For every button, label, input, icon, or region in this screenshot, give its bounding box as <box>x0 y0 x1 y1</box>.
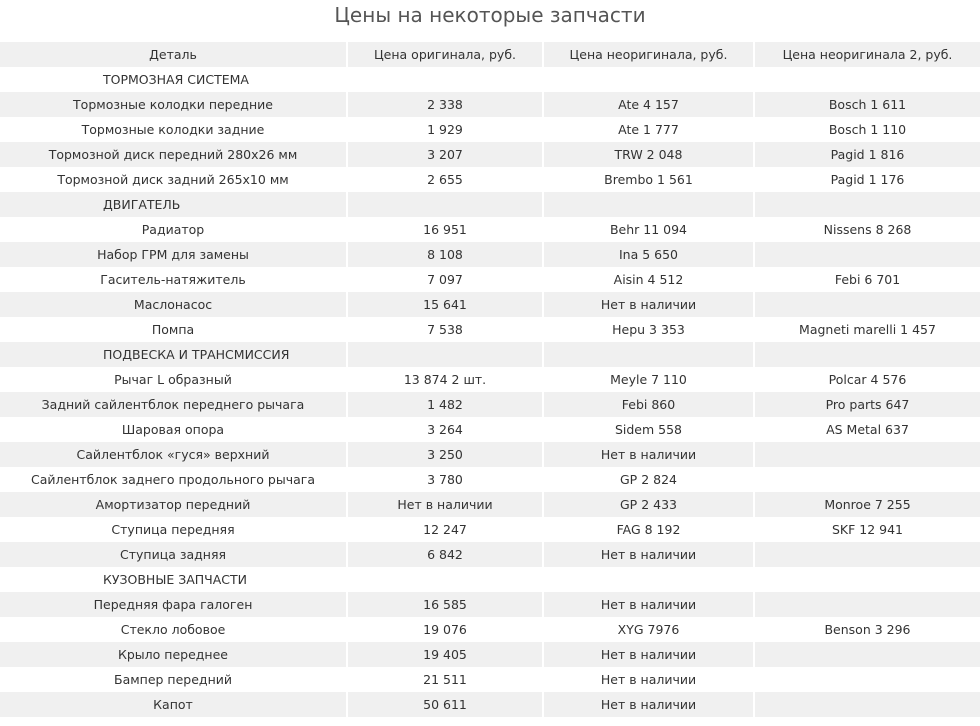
empty-cell <box>348 567 544 592</box>
aftermarket-price-cell: Ate 1 777 <box>544 117 755 142</box>
aftermarket-price-cell: Aisin 4 512 <box>544 267 755 292</box>
part-name-cell: Тормозной диск задний 265x10 мм <box>0 167 348 192</box>
part-name-cell: Задний сайлентблок переднего рычага <box>0 392 348 417</box>
part-name-cell: Сайлентблок «гуся» верхний <box>0 442 348 467</box>
table-row <box>0 292 980 317</box>
column-header-original-price: Цена оригинала, руб. <box>348 42 544 67</box>
aftermarket-price-cell: Нет в наличии <box>544 592 755 617</box>
original-price-cell: 1 482 <box>348 392 544 417</box>
original-price-cell: 12 247 <box>348 517 544 542</box>
aftermarket-price-cell: XYG 7976 <box>544 617 755 642</box>
aftermarket-price-2-cell: Pagid 1 176 <box>755 167 980 192</box>
table-row <box>0 117 980 142</box>
table-row <box>0 642 980 667</box>
table-row <box>0 492 980 517</box>
empty-cell <box>755 342 980 367</box>
original-price-cell: 3 264 <box>348 417 544 442</box>
aftermarket-price-cell: TRW 2 048 <box>544 142 755 167</box>
original-price-cell: 16 951 <box>348 217 544 242</box>
table-row <box>0 92 980 117</box>
part-name-cell: Ступица передняя <box>0 517 348 542</box>
part-name-cell: Крыло переднее <box>0 642 348 667</box>
part-name-cell: Тормозные колодки передние <box>0 92 348 117</box>
aftermarket-price-cell: Febi 860 <box>544 392 755 417</box>
column-header-aftermarket-price-2: Цена неоригинала 2, руб. <box>755 42 980 67</box>
aftermarket-price-2-cell: Bosch 1 110 <box>755 117 980 142</box>
table-row <box>0 317 980 342</box>
aftermarket-price-cell: FAG 8 192 <box>544 517 755 542</box>
part-name-cell: Бампер передний <box>0 667 348 692</box>
original-price-cell: 1 929 <box>348 117 544 142</box>
part-name-cell: Стекло лобовое <box>0 617 348 642</box>
original-price-cell: 3 780 <box>348 467 544 492</box>
aftermarket-price-2-cell <box>755 667 980 692</box>
part-name-cell: Маслонасос <box>0 292 348 317</box>
aftermarket-price-cell: Нет в наличии <box>544 292 755 317</box>
empty-cell <box>348 67 544 92</box>
aftermarket-price-2-cell <box>755 242 980 267</box>
original-price-cell: 2 655 <box>348 167 544 192</box>
aftermarket-price-2-cell: Polcar 4 576 <box>755 367 980 392</box>
aftermarket-price-2-cell: Benson 3 296 <box>755 617 980 642</box>
original-price-cell: 16 585 <box>348 592 544 617</box>
part-name-cell: Гаситель-натяжитель <box>0 267 348 292</box>
part-name-cell: Тормозной диск передний 280x26 мм <box>0 142 348 167</box>
empty-cell <box>544 567 755 592</box>
original-price-cell: 3 207 <box>348 142 544 167</box>
aftermarket-price-2-cell <box>755 542 980 567</box>
aftermarket-price-cell: Нет в наличии <box>544 442 755 467</box>
table-row <box>0 442 980 467</box>
table-row <box>0 167 980 192</box>
aftermarket-price-cell: Hepu 3 353 <box>544 317 755 342</box>
aftermarket-price-2-cell: Nissens 8 268 <box>755 217 980 242</box>
table-row <box>0 142 980 167</box>
part-name-cell: Шаровая опора <box>0 417 348 442</box>
aftermarket-price-2-cell: SKF 12 941 <box>755 517 980 542</box>
aftermarket-price-2-cell <box>755 692 980 717</box>
original-price-cell: 50 611 <box>348 692 544 717</box>
section-row <box>0 567 980 592</box>
table-row <box>0 542 980 567</box>
aftermarket-price-2-cell: Magneti marelli 1 457 <box>755 317 980 342</box>
table-row <box>0 467 980 492</box>
part-name-cell: Радиатор <box>0 217 348 242</box>
aftermarket-price-2-cell: Monroe 7 255 <box>755 492 980 517</box>
aftermarket-price-2-cell: Pro parts 647 <box>755 392 980 417</box>
section-title: КУЗОВНЫЕ ЗАПЧАСТИ <box>0 567 348 592</box>
table-row <box>0 617 980 642</box>
aftermarket-price-2-cell <box>755 642 980 667</box>
section-title: ТОРМОЗНАЯ СИСТЕМА <box>0 67 348 92</box>
part-name-cell: Сайлентблок заднего продольного рычага <box>0 467 348 492</box>
table-row <box>0 517 980 542</box>
prices-table <box>0 42 980 717</box>
header-row <box>0 42 980 67</box>
table-row <box>0 692 980 717</box>
aftermarket-price-cell: GP 2 824 <box>544 467 755 492</box>
aftermarket-price-2-cell <box>755 467 980 492</box>
section-title: ПОДВЕСКА И ТРАНСМИССИЯ <box>0 342 348 367</box>
empty-cell <box>348 342 544 367</box>
section-title: ДВИГАТЕЛЬ <box>0 192 348 217</box>
aftermarket-price-cell: Нет в наличии <box>544 667 755 692</box>
original-price-cell: 8 108 <box>348 242 544 267</box>
table-row <box>0 367 980 392</box>
aftermarket-price-cell: Нет в наличии <box>544 692 755 717</box>
original-price-cell: 3 250 <box>348 442 544 467</box>
aftermarket-price-cell: Нет в наличии <box>544 642 755 667</box>
original-price-cell: 2 338 <box>348 92 544 117</box>
aftermarket-price-2-cell: AS Metal 637 <box>755 417 980 442</box>
aftermarket-price-2-cell <box>755 292 980 317</box>
empty-cell <box>348 192 544 217</box>
section-row <box>0 67 980 92</box>
aftermarket-price-2-cell <box>755 592 980 617</box>
table-row <box>0 242 980 267</box>
aftermarket-price-cell: Ate 4 157 <box>544 92 755 117</box>
column-header-part: Деталь <box>0 42 348 67</box>
original-price-cell: 7 538 <box>348 317 544 342</box>
aftermarket-price-2-cell <box>755 442 980 467</box>
part-name-cell: Тормозные колодки задние <box>0 117 348 142</box>
original-price-cell: 7 097 <box>348 267 544 292</box>
table-row <box>0 217 980 242</box>
section-row <box>0 192 980 217</box>
table-row <box>0 667 980 692</box>
part-name-cell: Капот <box>0 692 348 717</box>
table-row <box>0 592 980 617</box>
aftermarket-price-cell: Brembo 1 561 <box>544 167 755 192</box>
aftermarket-price-2-cell: Bosch 1 611 <box>755 92 980 117</box>
table-row <box>0 267 980 292</box>
empty-cell <box>544 342 755 367</box>
aftermarket-price-cell: Нет в наличии <box>544 542 755 567</box>
column-header-aftermarket-price: Цена неоригинала, руб. <box>544 42 755 67</box>
part-name-cell: Ступица задняя <box>0 542 348 567</box>
table-row <box>0 417 980 442</box>
part-name-cell: Помпа <box>0 317 348 342</box>
empty-cell <box>755 567 980 592</box>
original-price-cell: 19 405 <box>348 642 544 667</box>
empty-cell <box>544 67 755 92</box>
aftermarket-price-cell: Ina 5 650 <box>544 242 755 267</box>
original-price-cell: 13 874 2 шт. <box>348 367 544 392</box>
table-body <box>0 67 980 717</box>
aftermarket-price-2-cell: Febi 6 701 <box>755 267 980 292</box>
part-name-cell: Набор ГРМ для замены <box>0 242 348 267</box>
section-row <box>0 342 980 367</box>
part-name-cell: Рычаг L образный <box>0 367 348 392</box>
original-price-cell: 19 076 <box>348 617 544 642</box>
aftermarket-price-cell: Behr 11 094 <box>544 217 755 242</box>
aftermarket-price-cell: Meyle 7 110 <box>544 367 755 392</box>
part-name-cell: Передняя фара галоген <box>0 592 348 617</box>
empty-cell <box>755 67 980 92</box>
original-price-cell: Нет в наличии <box>348 492 544 517</box>
part-name-cell: Амортизатор передний <box>0 492 348 517</box>
aftermarket-price-2-cell: Pagid 1 816 <box>755 142 980 167</box>
page-title: Цены на некоторые запчасти <box>334 3 646 27</box>
aftermarket-price-cell: GP 2 433 <box>544 492 755 517</box>
aftermarket-price-cell: Sidem 558 <box>544 417 755 442</box>
table-row <box>0 392 980 417</box>
original-price-cell: 15 641 <box>348 292 544 317</box>
original-price-cell: 6 842 <box>348 542 544 567</box>
original-price-cell: 21 511 <box>348 667 544 692</box>
empty-cell <box>544 192 755 217</box>
empty-cell <box>755 192 980 217</box>
